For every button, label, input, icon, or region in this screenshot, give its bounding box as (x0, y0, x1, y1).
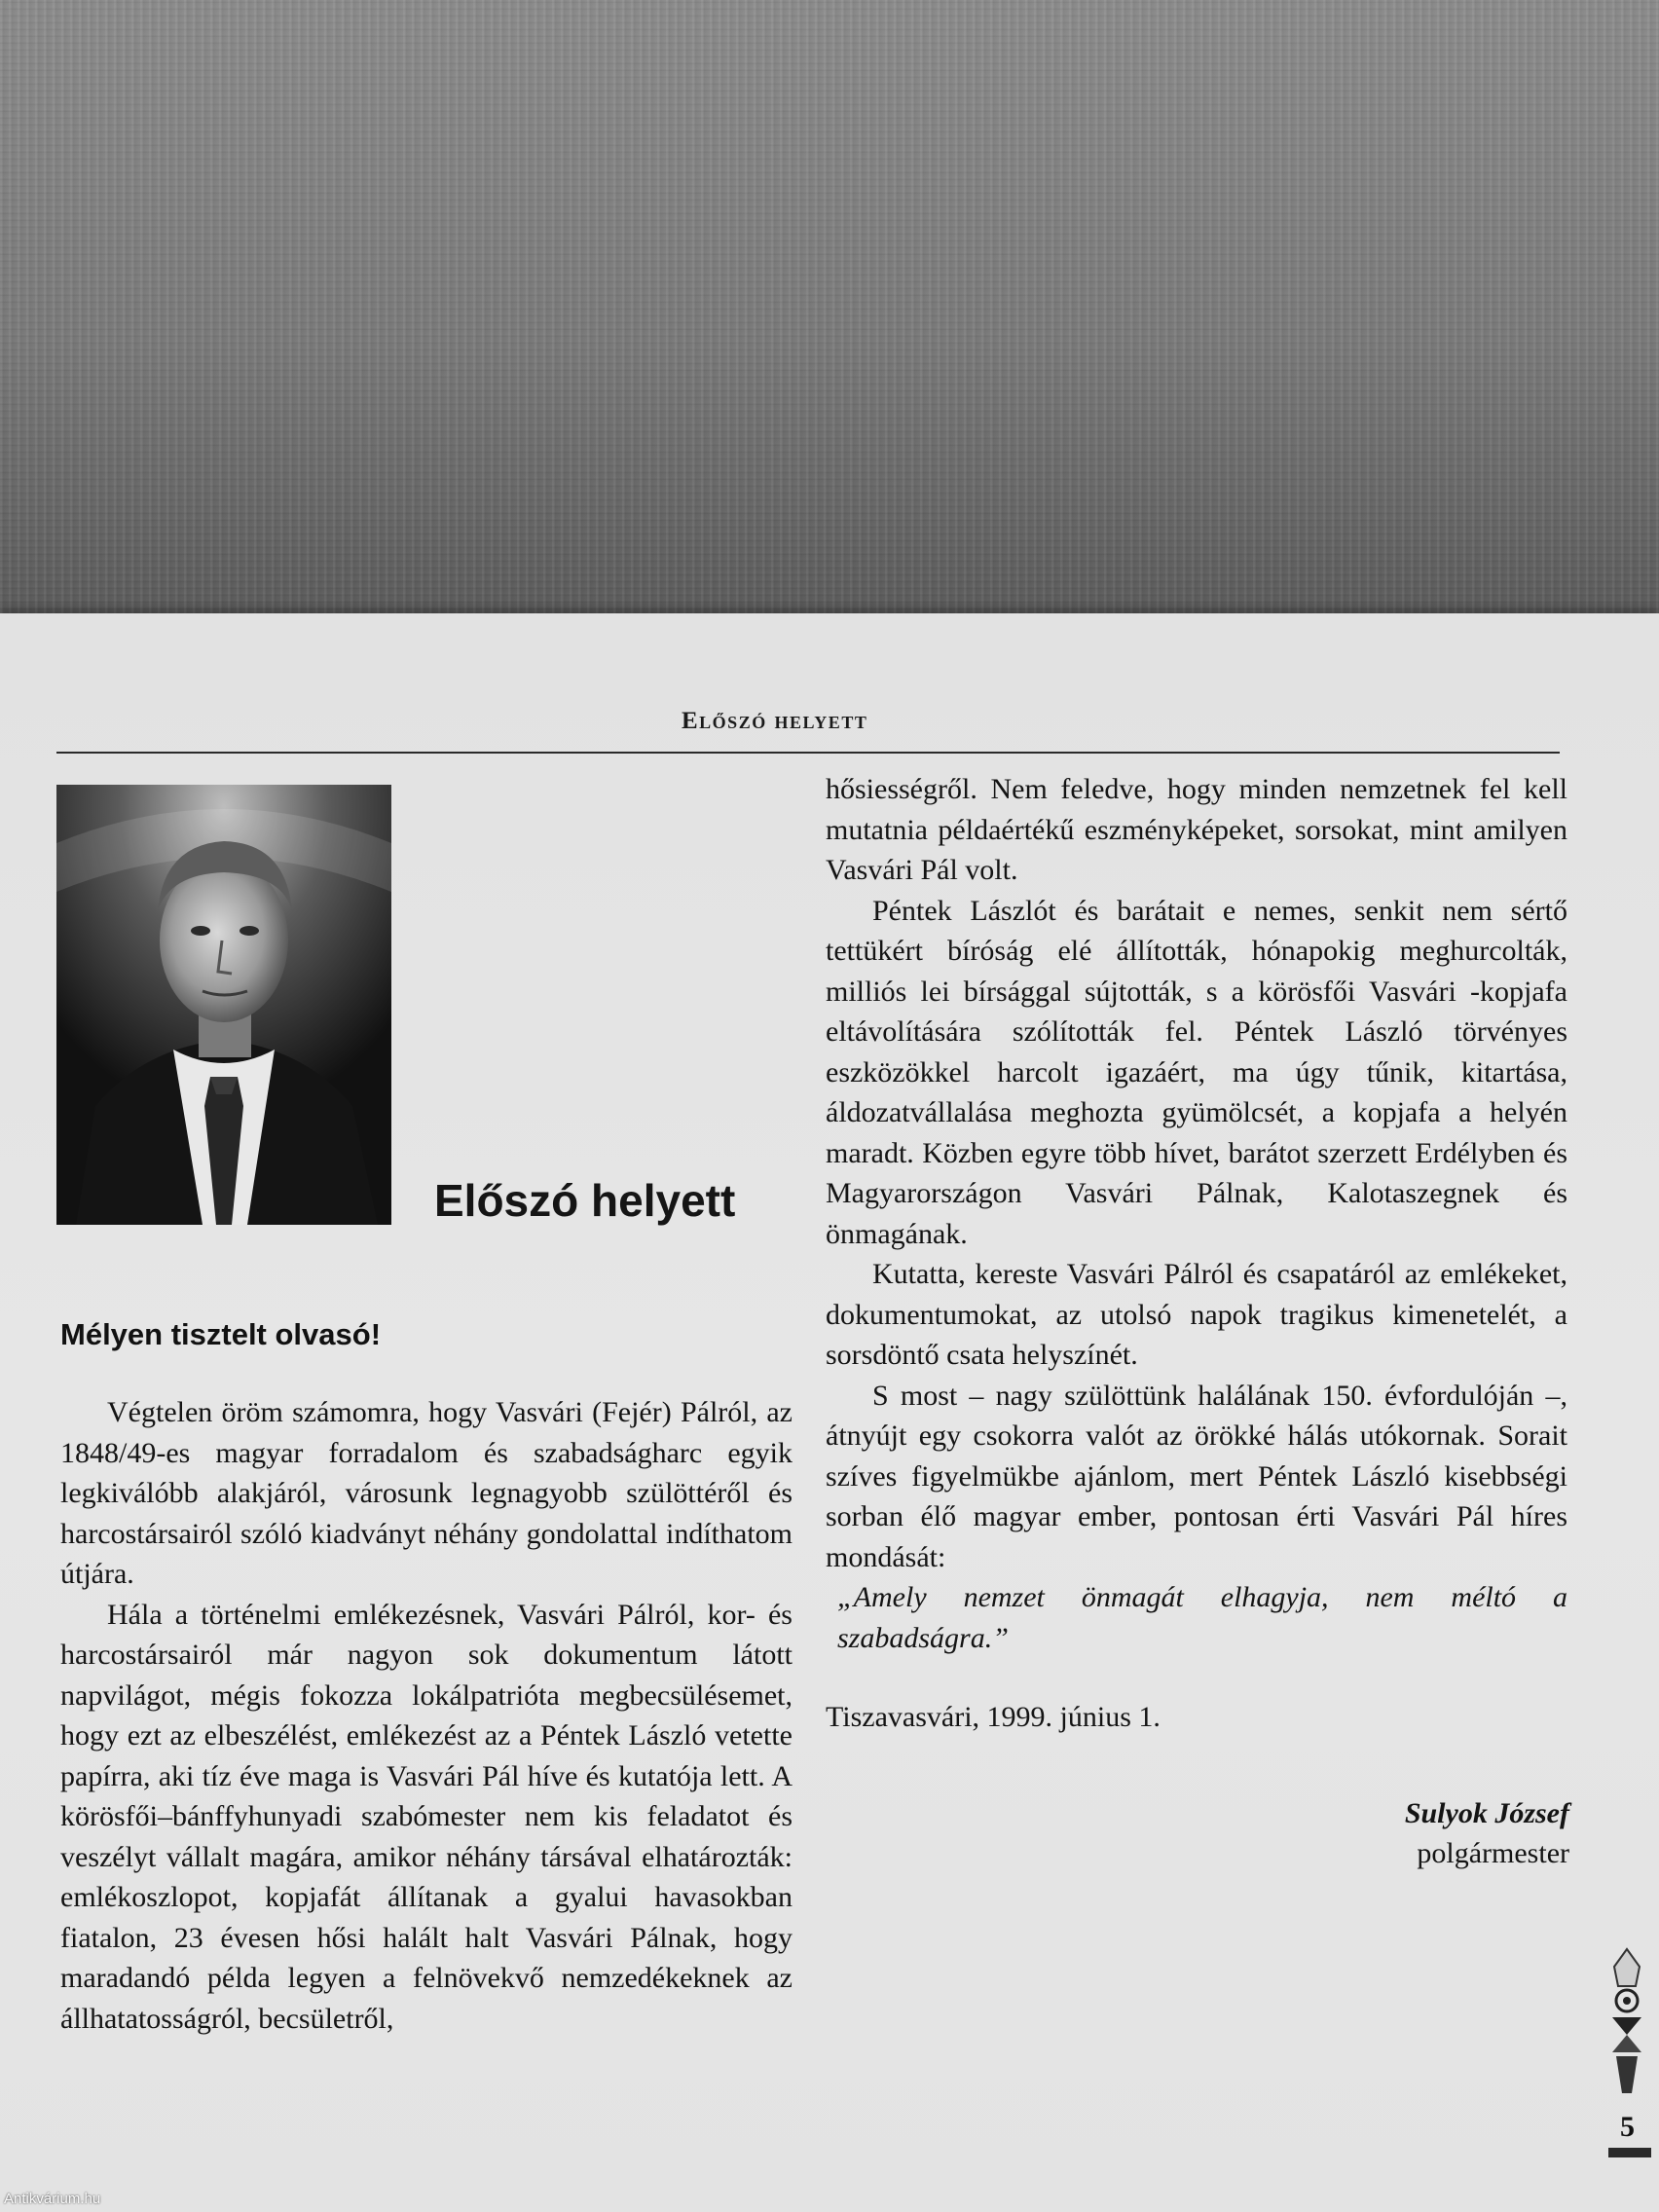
page-number: 5 (1620, 2111, 1635, 2143)
signature-block (1405, 1793, 1569, 1873)
signature-name: Sulyok József (1404, 1797, 1569, 1829)
dateline: Tiszavasvári, 1999. június 1. (826, 1701, 1161, 1733)
paragraph: Végtelen öröm számomra, hogy Vasvári (Fejér) Pálról, az 1848/49-es magyar forradalom és szabadságharc egyik legkiválóbb alakjáról, városunk legnagyobb szülöttéről és harcostársairól szóló kiadványt néhány gondolattal indíthatom útjára. (60, 1396, 793, 1590)
running-head: Előszó helyett (682, 708, 868, 734)
watermark: Antikvárium.hu (4, 2191, 101, 2207)
kopjafa-ornament-icon (1603, 1947, 1651, 2093)
right-column (826, 769, 1567, 1738)
paragraph: Kutatta, kereste Vasvári Pálról és csapatáról az emlékeket, dokumentumokat, az utolsó napok tragikus kimenetelét, a sorsdöntő csata helyszínét. (826, 1258, 1567, 1371)
paragraph: Péntek Lászlót és barátait e nemes, senkit nem sértő tettükért bíróság elé állították, hónapokig meghurcolták, milliós lei bírsággal sújtották, s a körösfői Vasvári -kopjafa eltávolítására szólították fel. Péntek László törvényes eszközökkel harcolt igazáért, ma úgy tűnik, kitartása, áldozatvállalása meghozta gyümölcsét, a kopjafa a helyén maradt. Közben egyre több hívet, barátot szerzett Erdélyben és Magyarországon Vasvári Pálnak, Kalotaszegnek és önmagának. (826, 894, 1567, 1250)
portrait-image (56, 785, 391, 1225)
quotation: „Amely nemzet önmagát elhagyja, nem méltó a szabadságra.” (837, 1581, 1567, 1654)
paragraph: hősiességről. Nem feledve, hogy minden nemzetnek fel kell mutatnia példaértékű eszményképeket, sorsokat, mint amilyen Vasvári Pál volt. (826, 773, 1567, 886)
page-number-bar (1608, 2148, 1651, 2157)
paragraph: Hála a történelmi emlékezésnek, Vasvári Pálról, kor- és harcostársairól már nagyon sok dokumentum látott napvilágot, mégis fokozza lokálpatrióta megbecsülésemet, hogy ezt az elbeszélést, emlékezést az a Péntek László vetette papírra, aki tíz éve maga is Vasvári Pál híve és kutatója lett. A körösfői–bánffyhunyadi szabómester nem kis feladatot és veszélyt vállalt magára, amikor néhány társával elhatározták: emlékoszlopot, kopjafát állítanak a gyalui havasokban fiatalon, 23 évesen hősi halált halt Vasvári Pálnak, hogy maradandó példa legyen a felnövekvő nemzedékeknek az állhatatosságról, becsületről, (60, 1598, 793, 2035)
paragraph: S most – nagy szülöttünk halálának 150. évfordulóján –, átnyújt egy csokorra valót az örökké hálás utókornak. Sorait szíves figyelmükbe ajánlom, mert Péntek László kisebbségi sorban élő magyar ember, pontosan érti Vasvári Pál híres mondását: (826, 1379, 1567, 1573)
signature-role: polgármester (1417, 1837, 1569, 1869)
author-portrait (56, 785, 391, 1225)
fabric-background (0, 0, 1659, 623)
left-column (60, 1392, 793, 2039)
salutation: Mélyen tisztelt olvasó! (60, 1317, 382, 1351)
header-rule (56, 752, 1560, 754)
section-title: Előszó helyett (434, 1175, 736, 1226)
